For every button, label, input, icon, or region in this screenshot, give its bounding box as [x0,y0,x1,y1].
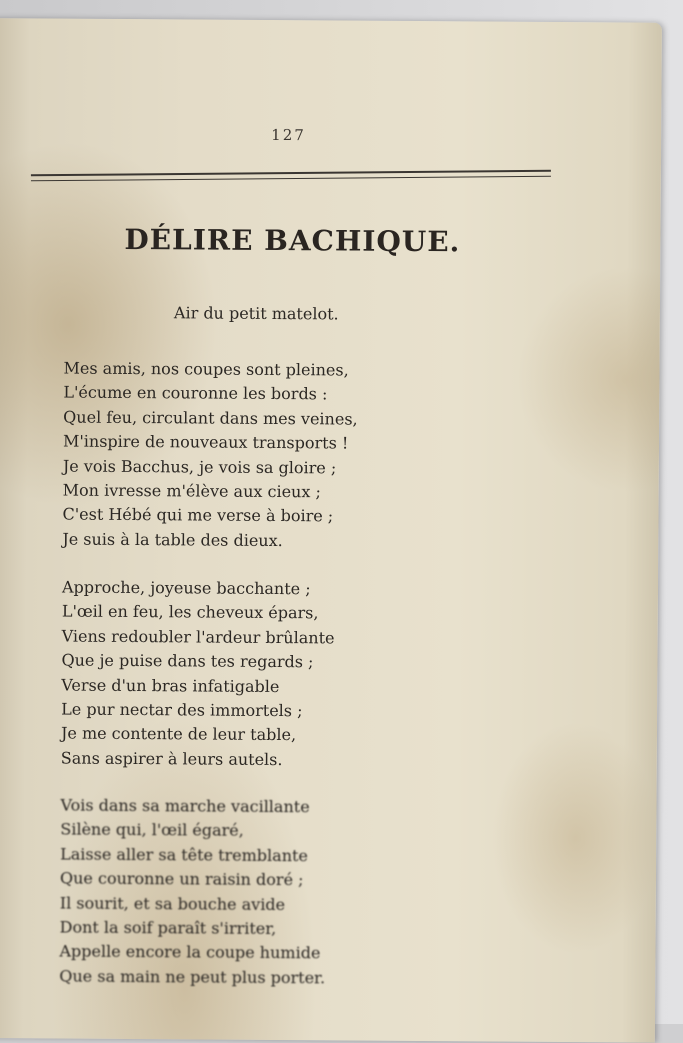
verse-line: Viens redoubler l'ardeur brûlante [61,626,335,648]
verse-line: Que couronne un raisin doré ; [59,868,304,890]
verse-line: Dont la soif paraît s'irriter, [59,917,277,939]
verse-line: Laisse aller sa tête tremblante [60,844,309,866]
stanza-2 [61,576,335,773]
header-rule [31,170,551,182]
verse-line: Il sourit, et sa bouche avide [59,893,286,914]
verse-line: Appelle encore la coupe humide [59,941,321,963]
verse-line: L'œil en feu, les cheveux épars, [61,601,319,623]
stanza-1 [62,357,358,554]
verse-line: Je me contente de leur table, [60,723,297,745]
verse-line: Quel feu, circulant dans mes veines, [63,407,358,429]
verse-line: Le pur nectar des immortels ; [61,699,303,721]
poem-title: DÉLIRE BACHIQUE. [124,222,461,259]
verse-line: L'écume en couronne les bords : [63,382,328,404]
stanza-3 [59,794,326,991]
verse-line: Mon ivresse m'élève aux cieux ; [62,480,321,502]
verse-line: Je suis à la table des dieux. [62,529,283,550]
verse-line: Que je puise dans tes regards ; [61,650,314,672]
verse-line: M'inspire de nouveaux transports ! [62,431,349,453]
page-number: 127 [271,125,306,145]
verse-line: C'est Hébé qui me verse à boire ; [62,504,334,526]
verse-line: Que sa main ne peut plus porter. [59,966,326,988]
verse-line: Mes amis, nos coupes sont pleines, [63,358,349,380]
book-page [0,18,662,1043]
verse-line: Vois dans sa marche vacillante [60,795,310,817]
poem-subtitle: Air du petit matelot. [173,303,339,324]
verse-line: Verse d'un bras infatigable [61,675,280,696]
verse-line: Je vois Bacchus, je vois sa gloire ; [62,456,337,478]
verse-line: Silène qui, l'œil égaré, [60,819,244,841]
verse-line: Sans aspirer à leurs autels. [60,748,283,769]
verse-line: Approche, joyeuse bacchante ; [61,577,311,599]
